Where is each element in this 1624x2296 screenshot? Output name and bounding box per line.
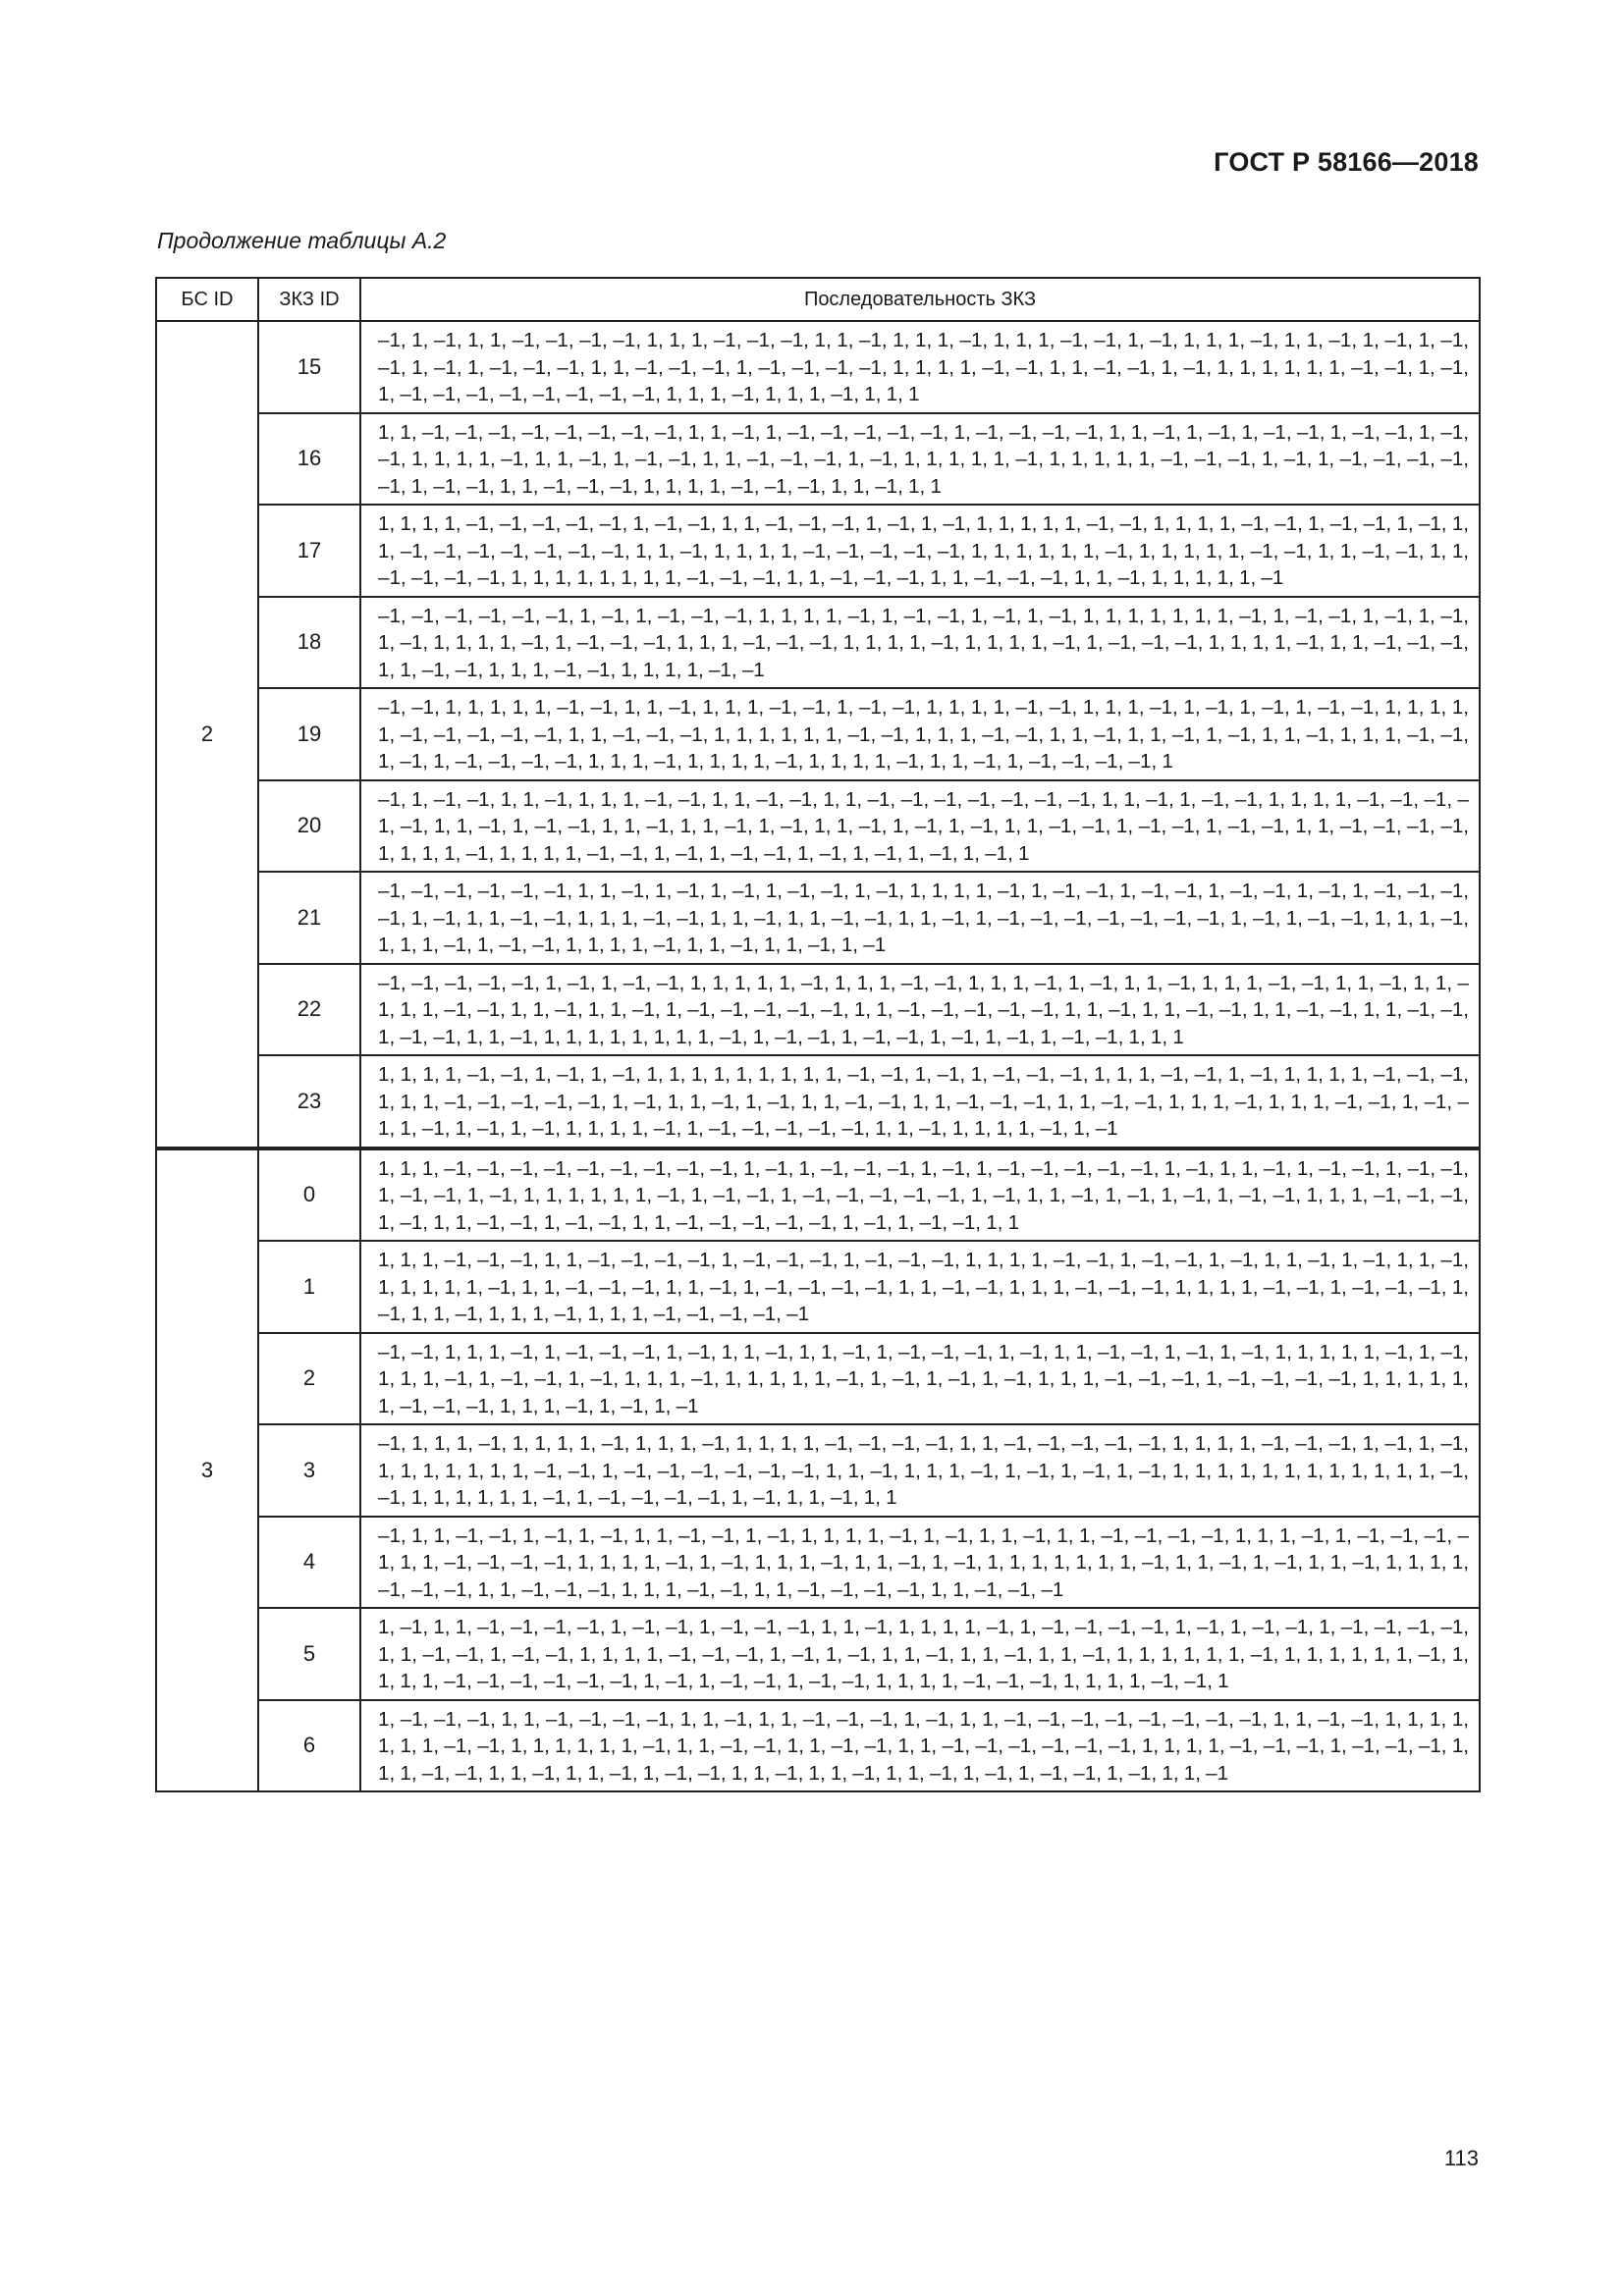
zkz-id-cell: 6	[258, 1700, 360, 1792]
sequence-text: 1, 1, 1, –1, –1, –1, 1, 1, –1, –1, –1, –1, 1, –1, –1, –1, 1, –1, –1, –1, 1, 1, 1, 1, –1, –1, 1, –1, –1, 1, –1, 1, 1, –1, 1, –1, 1, 1, –1, 1, 1, 1, 1, 1, –1, 1, 1, –1, –1, –1, 1, 1, –1, 1, –1, –1, –1, –1, 1, 1, –1, –1, 1, 1, 1, –1, –1, –1, 1, 1, 1, 1, –1, –1, 1, –1, –1, –1, 1, –1, 1, 1, –1, 1, 1, 1, –1, 1, 1, 1, –1, –1, –1, –1, –1	[378, 1249, 1469, 1325]
sequence-cell	[360, 780, 1480, 873]
table-row	[156, 1055, 1480, 1148]
sequence-cell	[360, 872, 1480, 964]
sequence-cell	[360, 1055, 1480, 1148]
bs-id-cell: 3	[156, 1148, 258, 1792]
zkz-id-cell: 3	[258, 1424, 360, 1517]
sequence-text: –1, 1, 1, –1, –1, 1, –1, 1, –1, 1, 1, –1, –1, 1, –1, 1, 1, 1, 1, –1, 1, –1, 1, 1, –1, 1, 1, –1, –1, –1, –1, 1, 1, 1, –1, 1, –1, –1, –1, –1, 1, 1, –1, –1, –1, –1, 1, 1, 1, 1, –1, 1, –1, 1, 1, 1, –1, 1, 1, –1, 1, –1, 1, 1, 1, 1, 1, 1, 1, –1, 1, 1, –1, 1, –1, 1, 1, –1, 1, 1, 1, 1, –1, –1, –1, 1, 1, –1, –1, –1, 1, 1, 1, –1, –1, 1, 1, –1, –1, –1, –1, 1, 1, –1, –1, –1	[378, 1523, 1469, 1601]
sequence-cell	[360, 1148, 1480, 1242]
zkz-id-cell: 23	[258, 1055, 360, 1148]
sequence-text: –1, –1, –1, –1, –1, –1, 1, –1, 1, –1, –1, –1, 1, 1, 1, 1, –1, 1, –1, –1, 1, –1, 1, –1, 1, 1, 1, 1, 1, 1, 1, –1, 1, –1, –1, 1, –1, 1, –1, 1, –1, 1, 1, 1, 1, –1, 1, –1, –1, –1, 1, 1, 1, –1, –1, –1, 1, 1, 1, 1, –1, 1, 1, 1, 1, –1, 1, –1, –1, –1, 1, 1, 1, 1, –1, 1, 1, –1, –1, –1, 1, 1, –1, –1, 1, 1, 1, –1, –1, 1, 1, 1, 1, –1, –1	[378, 604, 1469, 681]
zkz-id-cell: 2	[258, 1333, 360, 1425]
sequence-text: –1, 1, 1, 1, –1, 1, 1, 1, 1, –1, 1, 1, 1, –1, 1, 1, 1, 1, –1, –1, –1, –1, 1, 1, –1, –1, –1, –1, –1, 1, 1, 1, 1, –1, –1, –1, 1, –1, 1, –1, 1, 1, 1, 1, 1, 1, 1, –1, –1, 1, –1, –1, –1, –1, –1, –1, 1, 1, –1, 1, 1, 1, –1, 1, –1, 1, –1, 1, –1, 1, 1, 1, 1, 1, 1, 1, 1, 1, 1, 1, 1, –1, –1, 1, 1, 1, 1, 1, 1, –1, 1, –1, –1, –1, –1, 1, –1, 1, 1, –1, 1, 1	[378, 1432, 1469, 1509]
sequence-cell	[360, 1608, 1480, 1700]
sequence-cell	[360, 321, 1480, 413]
zkz-id-cell: 17	[258, 505, 360, 597]
sequence-cell	[360, 1333, 1480, 1425]
table-row	[156, 1424, 1480, 1517]
sequence-text: 1, 1, 1, 1, –1, –1, –1, –1, –1, 1, –1, –1, 1, 1, –1, –1, –1, 1, –1, 1, –1, 1, 1, 1, 1, 1, –1, –1, 1, 1, 1, 1, –1, –1, 1, –1, –1, 1, –1, 1, 1, –1, –1, –1, –1, –1, –1, –1, 1, 1, –1, 1, 1, 1, 1, –1, –1, –1, –1, –1, 1, 1, 1, 1, 1, 1, –1, 1, 1, 1, 1, 1, –1, –1, 1, 1, –1, –1, 1, 1, –1, –1, –1, –1, 1, 1, 1, 1, 1, 1, 1, 1, –1, –1, –1, 1, 1, –1, –1, –1, 1, 1, –1, –1, –1, 1, 1, –1, 1, 1, 1, 1, 1, –1	[378, 512, 1469, 589]
zkz-id-cell: 0	[258, 1148, 360, 1242]
sequence-cell	[360, 597, 1480, 689]
sequence-cell	[360, 1700, 1480, 1792]
zkz-id-cell: 21	[258, 872, 360, 964]
zkz-id-cell: 5	[258, 1608, 360, 1700]
table-row	[156, 1608, 1480, 1700]
zkz-id-cell: 20	[258, 780, 360, 873]
table-row	[156, 1700, 1480, 1792]
sequence-cell	[360, 413, 1480, 506]
sequence-text: 1, –1, –1, –1, 1, 1, –1, –1, –1, –1, 1, 1, –1, 1, 1, –1, –1, –1, 1, –1, 1, 1, –1, –1, –1, –1, –1, –1, –1, –1, 1, 1, –1, –1, 1, 1, 1, 1, 1, 1, 1, –1, –1, 1, 1, 1, 1, 1, 1, –1, 1, 1, –1, –1, 1, 1, –1, –1, 1, 1, –1, –1, –1, –1, –1, –1, 1, 1, 1, 1, –1, –1, –1, 1, –1, –1, –1, 1, 1, 1, –1, –1, 1, 1, –1, 1, 1, –1, 1, –1, –1, 1, 1, –1, 1, 1, –1, 1, 1, –1, 1, –1, 1, –1, –1, 1, –1, 1, 1, –1	[378, 1707, 1469, 1785]
sequence-text: –1, –1, –1, –1, –1, –1, 1, 1, –1, 1, –1, 1, –1, 1, –1, –1, 1, –1, 1, 1, 1, 1, –1, 1, –1, –1, 1, –1, –1, 1, –1, –1, 1, –1, 1, –1, –1, –1, –1, 1, –1, 1, 1, –1, –1, 1, 1, 1, –1, –1, 1, 1, –1, 1, 1, –1, –1, 1, 1, –1, 1, –1, –1, –1, –1, –1, –1, –1, 1, –1, 1, –1, –1, 1, 1, 1, –1, 1, 1, 1, –1, 1, –1, –1, 1, 1, 1, 1, –1, 1, 1, –1, 1, 1, –1, 1, –1	[378, 880, 1469, 956]
table-body	[156, 321, 1480, 1791]
zkz-id-cell: 15	[258, 321, 360, 413]
sequence-table	[155, 277, 1481, 1792]
sequence-cell	[360, 505, 1480, 597]
sequence-text: –1, 1, –1, 1, 1, –1, –1, –1, –1, 1, 1, 1, –1, –1, –1, 1, 1, –1, 1, 1, 1, –1, 1, 1, 1, –1, –1, 1, –1, 1, 1, 1, –1, 1, 1, –1, 1, –1, 1, –1, –1, 1, –1, 1, –1, –1, –1, 1, 1, –1, –1, –1, 1, –1, –1, –1, –1, 1, 1, 1, 1, –1, –1, 1, 1, –1, –1, 1, –1, 1, 1, 1, 1, 1, 1, –1, –1, 1, –1, 1, –1, –1, –1, –1, –1, –1, –1, –1, 1, 1, 1, –1, 1, 1, 1, –1, 1, 1, 1	[378, 329, 1469, 405]
table-row	[156, 413, 1480, 506]
table-row	[156, 321, 1480, 413]
zkz-id-cell: 19	[258, 688, 360, 780]
header-sequence: Последовательность ЗКЗ	[360, 278, 1480, 321]
table-row	[156, 872, 1480, 964]
sequence-cell	[360, 964, 1480, 1056]
sequence-cell	[360, 1424, 1480, 1517]
table-header-row	[156, 278, 1480, 321]
sequence-cell	[360, 688, 1480, 780]
sequence-text: –1, –1, –1, –1, –1, 1, –1, 1, –1, –1, 1, 1, 1, 1, 1, –1, 1, 1, 1, –1, –1, 1, 1, 1, –1, 1, –1, 1, 1, –1, 1, 1, 1, –1, –1, 1, 1, –1, 1, 1, –1, 1, 1, –1, –1, 1, 1, –1, 1, 1, –1, 1, –1, –1, –1, –1, –1, 1, 1, –1, –1, –1, –1, –1, 1, 1, –1, 1, 1, –1, –1, 1, 1, –1, –1, 1, 1, –1, –1, 1, –1, –1, 1, 1, –1, 1, 1, 1, 1, 1, 1, 1, 1, –1, 1, –1, –1, 1, –1, –1, 1, –1, 1, –1, 1, –1, –1, 1, 1, 1	[378, 971, 1469, 1048]
table-row	[156, 1148, 1480, 1242]
sequence-text: –1, –1, 1, 1, 1, –1, 1, –1, –1, –1, 1, –1, 1, 1, –1, 1, 1, –1, 1, –1, –1, –1, 1, –1, 1, 1, –1, –1, 1, –1, 1, –1, 1, 1, 1, 1, 1, –1, 1, –1, 1, 1, 1, –1, 1, –1, –1, 1, –1, 1, 1, 1, –1, 1, 1, 1, 1, 1, –1, 1, –1, 1, –1, 1, –1, 1, 1, 1, –1, –1, –1, 1, –1, –1, –1, –1, 1, 1, 1, 1, 1, 1, –1, –1, –1, 1, 1, 1, –1, 1, –1, 1, –1	[378, 1340, 1469, 1417]
header-zkz-id: ЗКЗ ID	[258, 278, 360, 321]
zkz-id-cell: 18	[258, 597, 360, 689]
document-standard-number: ГОСТ Р 58166—2018	[1214, 147, 1479, 177]
sequence-text: –1, 1, –1, –1, 1, 1, –1, 1, 1, 1, –1, –1, 1, 1, –1, –1, 1, 1, –1, –1, –1, –1, –1, –1, –1, 1, 1, –1, 1, –1, –1, 1, 1, 1, 1, –1, –1, –1, –1, –1, 1, 1, –1, 1, –1, –1, 1, 1, –1, 1, 1, –1, 1, –1, 1, 1, –1, 1, –1, 1, –1, 1, 1, –1, –1, 1, –1, –1, 1, –1, –1, 1, 1, –1, –1, –1, –1, 1, 1, 1, 1, –1, 1, 1, 1, 1, –1, –1, 1, –1, 1, –1, –1, 1, –1, 1, –1, 1, –1, 1, –1, 1	[378, 787, 1469, 865]
zkz-id-cell: 4	[258, 1517, 360, 1609]
table-row	[156, 597, 1480, 689]
sequence-text: 1, 1, 1, –1, –1, –1, –1, –1, –1, –1, –1, –1, 1, –1, 1, –1, –1, –1, 1, –1, 1, –1, –1, –1, –1, –1, 1, –1, 1, 1, –1, 1, –1, –1, 1, –1, –1, 1, –1, –1, 1, –1, 1, 1, 1, 1, 1, 1, –1, 1, –1, –1, 1, –1, –1, –1, –1, –1, 1, –1, 1, 1, –1, 1, –1, 1, –1, 1, –1, –1, 1, 1, 1, –1, –1, –1, 1, –1, 1, 1, –1, –1, 1, –1, –1, 1, 1, –1, –1, –1, –1, –1, 1, –1, 1, –1, –1, 1, 1	[378, 1156, 1469, 1234]
table-row	[156, 964, 1480, 1056]
sequence-cell	[360, 1241, 1480, 1333]
table-row	[156, 1333, 1480, 1425]
sequence-text: 1, –1, 1, 1, –1, –1, –1, –1, 1, –1, –1, 1, –1, –1, –1, 1, 1, –1, 1, 1, 1, 1, –1, 1, –1, –1, –1, –1, 1, –1, 1, –1, –1, 1, –1, –1, –1, –1, 1, 1, –1, –1, 1, –1, –1, 1, 1, 1, 1, –1, –1, –1, 1, –1, 1, –1, 1, 1, –1, 1, 1, –1, 1, 1, –1, 1, 1, 1, 1, 1, 1, –1, 1, 1, 1, 1, 1, 1, –1, 1, 1, 1, 1, –1, –1, –1, –1, –1, –1, 1, –1, 1, –1, –1, 1, –1, –1, 1, 1, 1, 1, –1, –1, –1, 1, 1, 1, 1, –1, –1, 1	[378, 1616, 1469, 1692]
sequence-text: 1, 1, 1, 1, –1, –1, 1, –1, 1, –1, 1, 1, 1, 1, 1, 1, 1, 1, 1, –1, –1, 1, –1, 1, –1, –1, –1, 1, 1, 1, –1, –1, 1, –1, 1, 1, 1, 1, –1, –1, –1, 1, 1, 1, –1, –1, –1, –1, –1, 1, –1, 1, 1, –1, 1, –1, 1, 1, –1, –1, 1, 1, –1, –1, –1, 1, 1, –1, –1, 1, 1, 1, –1, 1, 1, 1, –1, –1, 1, –1, –1, 1, –1, 1, –1, 1, –1, 1, 1, 1, 1, –1, 1, –1, –1, –1, –1, –1, 1, 1, –1, 1, 1, 1, 1, –1, 1, –1	[378, 1063, 1469, 1140]
table-caption: Продолжение таблицы А.2	[157, 228, 447, 253]
table-row	[156, 505, 1480, 597]
zkz-id-cell: 1	[258, 1241, 360, 1333]
page-number: 113	[1443, 2146, 1479, 2170]
zkz-id-cell: 22	[258, 964, 360, 1056]
sequence-text: 1, 1, –1, –1, –1, –1, –1, –1, –1, –1, 1, 1, –1, 1, –1, –1, –1, –1, –1, 1, –1, –1, –1, –1, 1, 1, –1, 1, –1, 1, –1, –1, 1, –1, –1, 1, –1, –1, 1, 1, 1, 1, –1, 1, 1, –1, 1, –1, –1, 1, 1, –1, –1, –1, 1, –1, 1, 1, 1, 1, 1, –1, 1, 1, 1, 1, 1, –1, –1, –1, 1, –1, 1, –1, –1, –1, –1, –1, 1, –1, –1, 1, 1, –1, –1, –1, 1, 1, 1, 1, –1, –1, –1, 1, 1, –1, 1, 1	[378, 420, 1469, 498]
table-row	[156, 1241, 1480, 1333]
zkz-id-cell: 16	[258, 413, 360, 506]
table-row	[156, 688, 1480, 780]
sequence-cell	[360, 1517, 1480, 1609]
sequence-text: –1, –1, 1, 1, 1, 1, 1, –1, –1, 1, 1, –1, 1, 1, 1, –1, –1, 1, –1, –1, 1, 1, 1, 1, –1, –1, 1, 1, 1, –1, 1, –1, 1, –1, 1, –1, –1, 1, 1, 1, 1, 1, –1, –1, –1, –1, –1, 1, 1, –1, –1, –1, 1, 1, 1, 1, 1, 1, –1, –1, 1, 1, 1, –1, –1, 1, 1, –1, 1, 1, –1, 1, –1, 1, 1, –1, 1, 1, 1, –1, –1, 1, –1, 1, –1, –1, –1, –1, 1, 1, 1, –1, 1, 1, 1, 1, –1, 1, 1, 1, 1, –1, 1, 1, –1, 1, –1, –1, –1, –1, 1	[378, 696, 1469, 773]
table-row	[156, 1517, 1480, 1609]
header-bs-id: БС ID	[156, 278, 258, 321]
bs-id-cell: 2	[156, 321, 258, 1148]
table-row	[156, 780, 1480, 873]
